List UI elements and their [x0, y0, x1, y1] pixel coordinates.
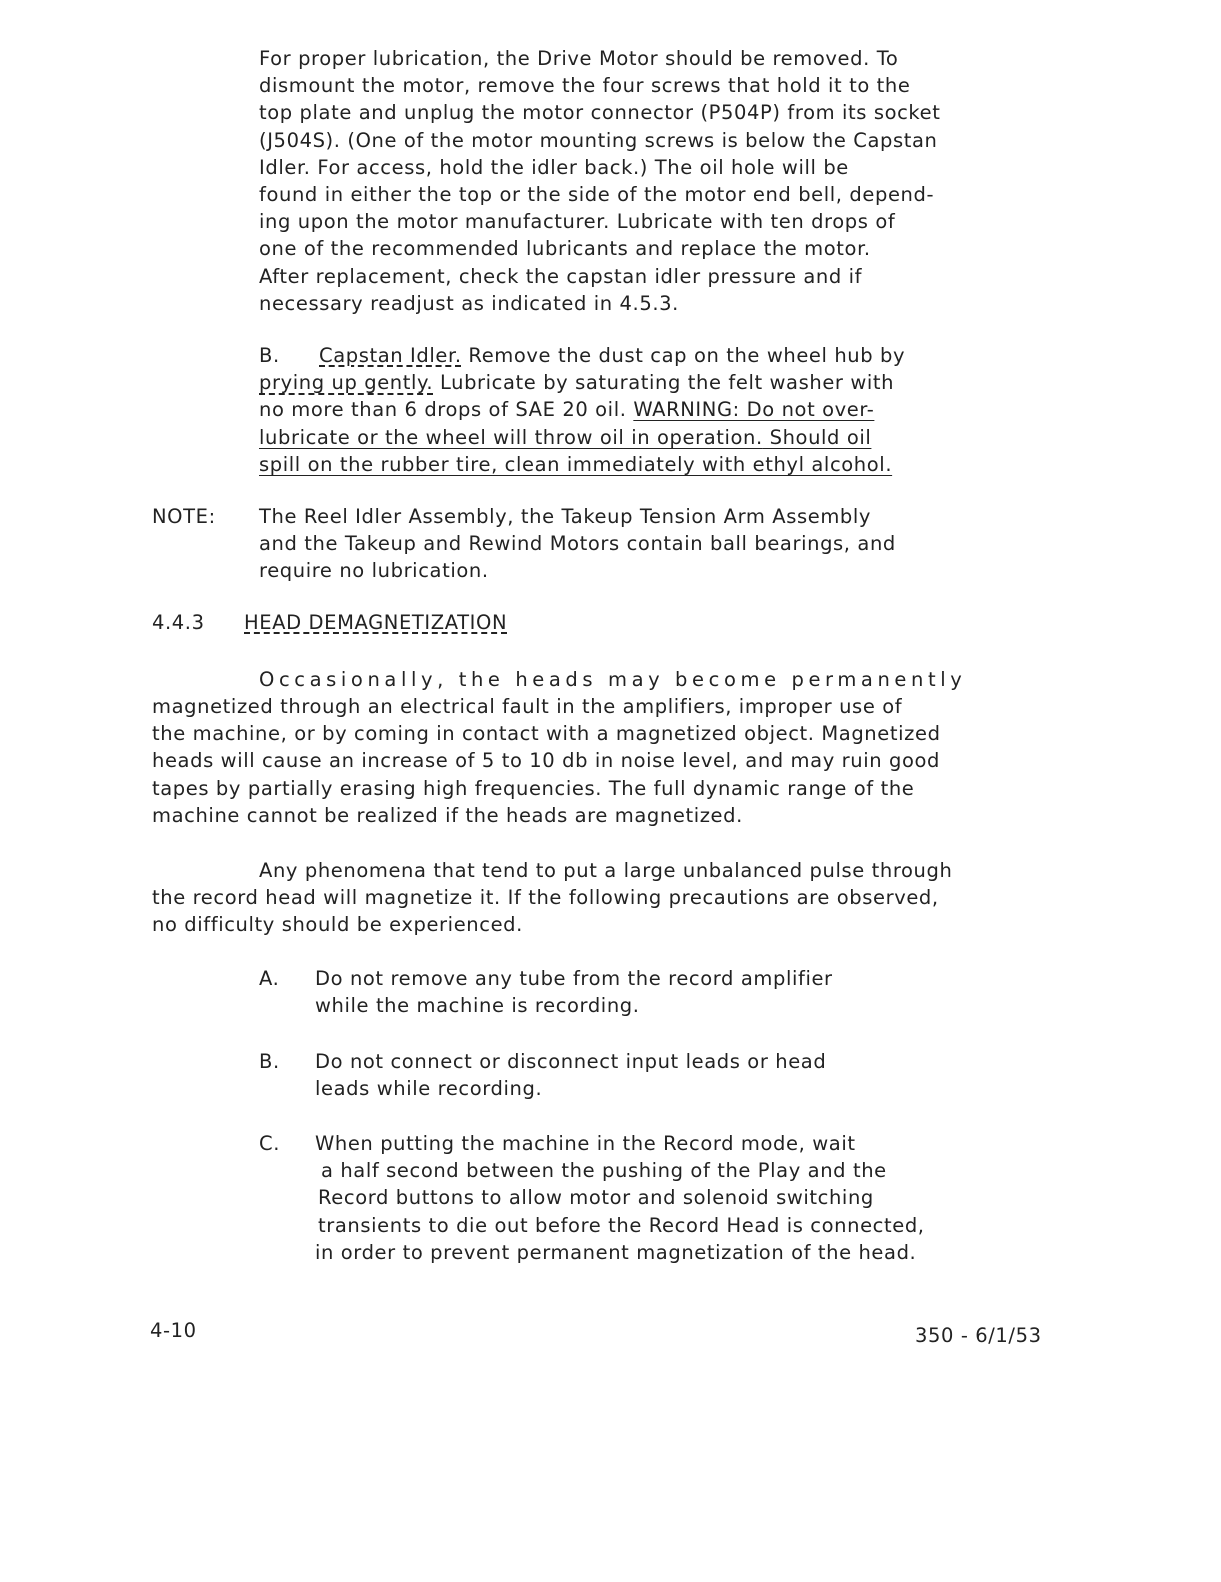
precaution-c-label: C.: [259, 1132, 281, 1155]
text-line: (J504S). (One of the motor mounting screws is below the Capstan: [259, 128, 938, 152]
text-line: machine cannot be realized if the heads are magnetized.: [152, 803, 743, 827]
text-span: Should oil: [762, 425, 872, 449]
text-line: and the Takeup and Rewind Motors contain ball bearings, and: [259, 532, 896, 556]
text-line: For proper lubrication, the Drive Motor should be removed. To: [259, 47, 899, 70]
text-span: no more than 6 drops of SAE 20 oil.: [259, 398, 634, 422]
text-line: top plate and unplug the motor connector (P504P) from its socket: [259, 101, 941, 125]
capstan-idler-paragraph: [259, 342, 905, 478]
precaution-b: [315, 1048, 826, 1102]
drive-motor-paragraph: [259, 45, 940, 317]
text-line: the machine, or by coming in contact with a magnetized object. Magnetized: [152, 722, 941, 746]
section-title: HEAD DEMAGNETIZATION: [244, 611, 508, 634]
text-line: Record buttons to allow motor and solenoid switching: [318, 1186, 874, 1210]
section-number: 4.4.3: [152, 611, 205, 634]
text-line: require no lubrication.: [259, 559, 489, 583]
precaution-a: [315, 965, 833, 1019]
text-line: [259, 396, 905, 423]
text-line: leads while recording.: [315, 1077, 543, 1101]
precaution-b-label: B.: [259, 1050, 280, 1073]
warning-text: WARNING: Do not over-: [633, 398, 875, 422]
text-line: one of the recommended lubricants and replace the motor.: [259, 237, 871, 261]
text-line: Any phenomena that tend to put a large unbalanced pulse through: [259, 859, 953, 882]
note-label: NOTE:: [152, 505, 216, 528]
text-line: heads will cause an increase of 5 to 10 db in noise level, and may ruin good: [152, 749, 940, 773]
capstan-item-label: B.: [259, 344, 280, 367]
text-line: Do not connect or disconnect input leads or head: [315, 1050, 827, 1073]
text-line: while the machine is recording.: [315, 994, 640, 1018]
phenomena-paragraph: [152, 884, 939, 938]
text-line: [259, 369, 905, 396]
text-span: Lubricate by saturating the felt washer with: [433, 371, 895, 395]
text-line: ing upon the motor manufacturer. Lubricate with ten drops of: [259, 210, 896, 234]
text-line: dismount the motor, remove the four screws that hold it to the: [259, 74, 911, 98]
text-line: tapes by partially erasing high frequencies. The full dynamic range of the: [152, 776, 915, 800]
text-span: prying up gently.: [259, 371, 434, 395]
text-span: spill on the rubber tire, clean immediately with ethyl alcohol.: [259, 452, 893, 476]
text-line: [259, 424, 905, 451]
text-line: magnetized through an electrical fault in the amplifiers, improper use of: [152, 695, 903, 718]
text-line: When putting the machine in the Record mode, wait: [315, 1132, 856, 1155]
text-line: Do not remove any tube from the record amplifier: [315, 967, 833, 990]
text-line: necessary readjust as indicated in 4.5.3.: [259, 291, 679, 315]
page-number: 4-10: [150, 1319, 197, 1342]
text-line: [259, 451, 905, 478]
text-line: in order to prevent permanent magnetization of the head.: [315, 1240, 917, 1264]
text-line: the record head will magnetize it. If the following precautions are observed,: [152, 886, 939, 909]
capstan-idler-heading: Capstan Idler.: [319, 344, 462, 367]
text-line: Occasionally, the heads may become permanently: [259, 668, 967, 691]
text-line: After replacement, check the capstan idler pressure and if: [259, 264, 863, 288]
precaution-a-label: A.: [259, 967, 280, 990]
demagnetization-paragraph: [152, 693, 941, 829]
text-line: no difficulty should be experienced.: [152, 913, 523, 937]
text-line: found in either the top or the side of the motor end bell, depend-: [259, 183, 935, 207]
document-reference: 350 - 6/1/53: [915, 1324, 1042, 1347]
text-line: The Reel Idler Assembly, the Takeup Tension Arm Assembly: [259, 505, 872, 528]
text-line: a half second between the pushing of the Play and the: [321, 1159, 887, 1183]
text-line: Idler. For access, hold the idler back.) The oil hole will be: [259, 155, 849, 179]
text-span: lubricate or the wheel will throw oil in operation.: [259, 425, 763, 449]
text-span: Remove the dust cap on the wheel hub by: [461, 344, 906, 367]
note-paragraph: [259, 503, 896, 585]
text-line: transients to die out before the Record Head is connected,: [318, 1213, 925, 1237]
text-line: [259, 342, 905, 369]
precaution-c: [315, 1130, 925, 1266]
